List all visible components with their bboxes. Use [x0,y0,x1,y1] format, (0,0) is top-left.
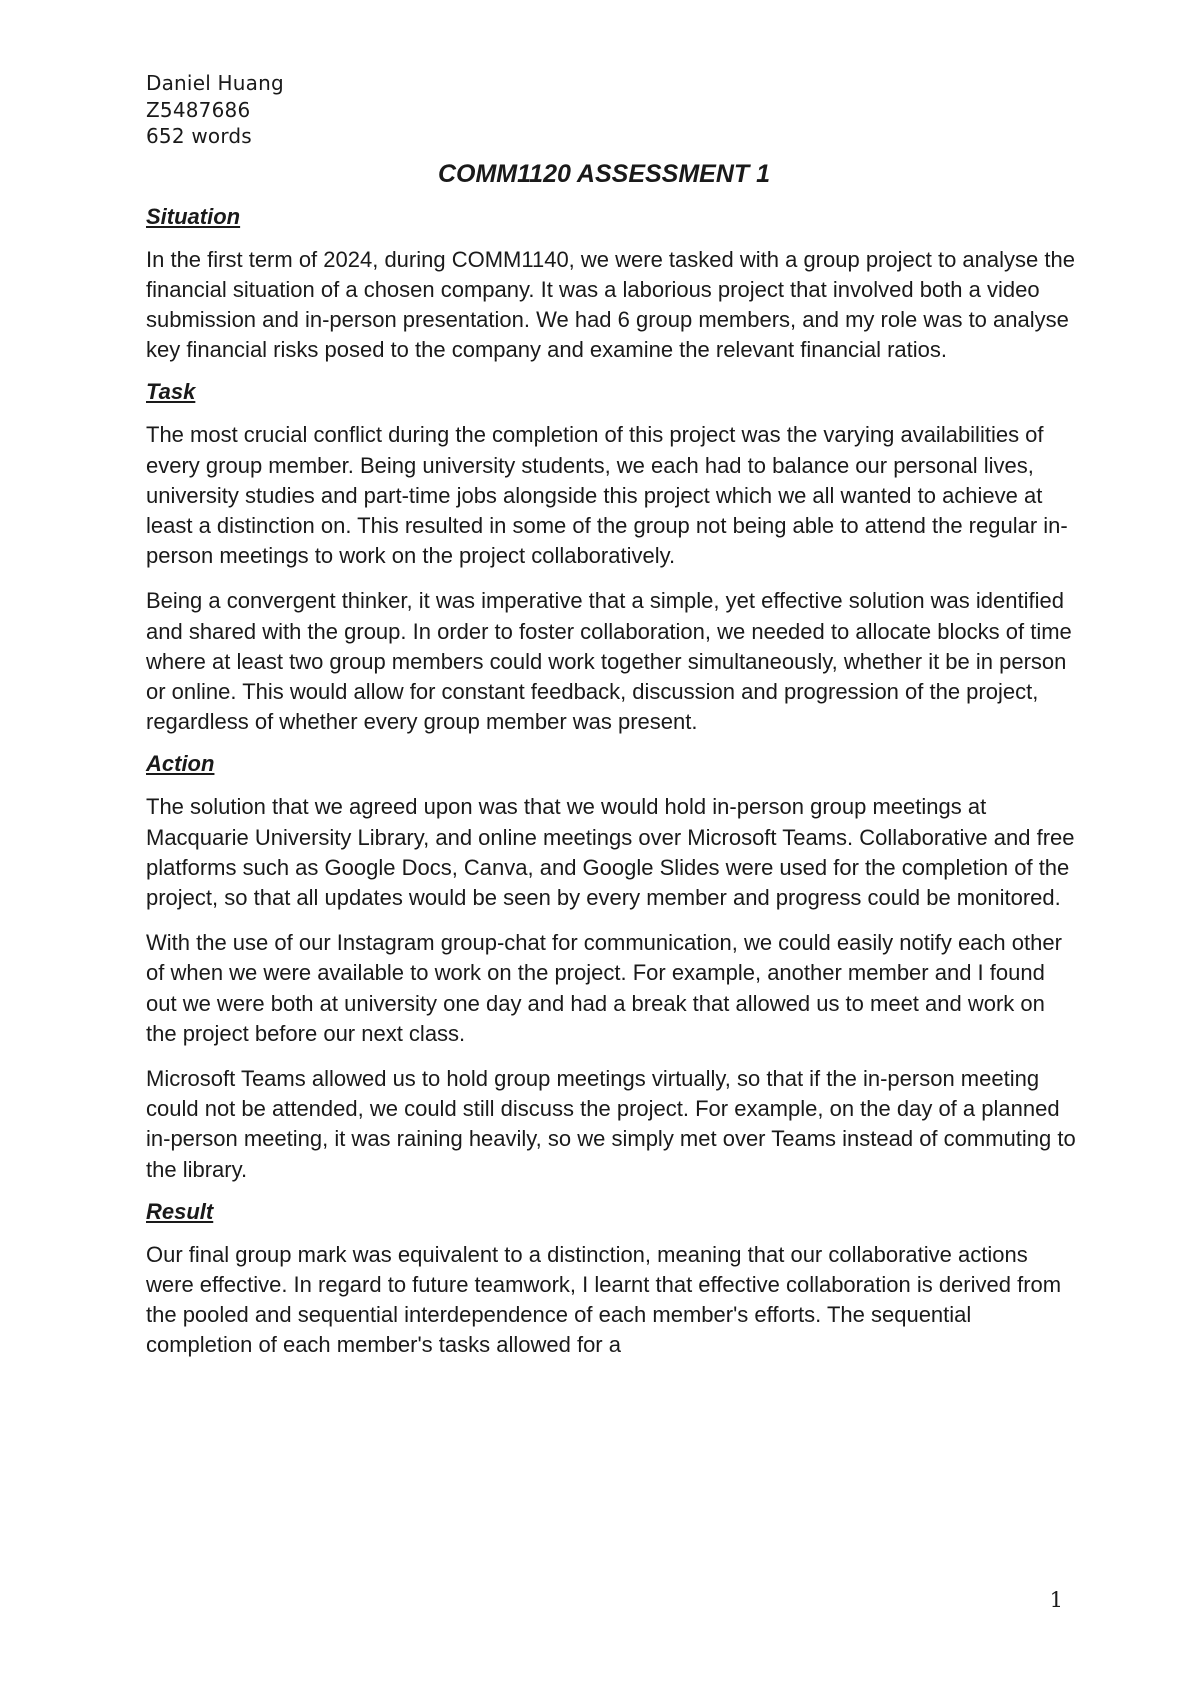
heading-result: Result [146,1198,214,1224]
task-paragraph-1: The most crucial conflict during the completion of this project was the varying availabilities of every group member. Being university students, we each had to balance our personal lives, university studies and part-time jobs alongside this project which we all wanted to achieve at least a distinction on. This resulted in some of the group not being able to attend the regular in-person meetings to work on the project collaboratively. [146,422,1068,569]
action-paragraph-1: The solution that we agreed upon was that we would hold in-person group meetings at Macquarie University Library, and online meetings over Microsoft Teams. Collaborative and free platforms such as Google Docs, Canva, and Google Slides were used for the completion of the project, so that all updates would be seen by every member and progress could be monitored. [146,794,1075,910]
document-body [146,70,1076,1361]
heading-situation: Situation [146,203,241,229]
page-number: 1 [1049,1588,1063,1612]
author-name: Daniel Huang [146,71,284,95]
student-id: Z5487686 [146,97,251,122]
task-paragraph-2: Being a convergent thinker, it was imperative that a simple, yet effective solution was identified and shared with the group. In order to foster collaboration, we needed to allocate blocks of time where at least two group members could work together simultaneously, whether it be in person or online. This would allow for constant feedback, discussion and progression of the project, regardless of whether every group member was present. [146,588,1072,735]
result-paragraph-1: Our final group mark was equivalent to a distinction, meaning that our collaborative actions were effective. In regard to future teamwork, I learnt that effective collaboration is derived from the pooled and sequential interdependence of each member's efforts. The sequential completion of each member's tasks allowed for a [146,1241,1062,1358]
heading-action: Action [146,751,215,777]
word-count: 652 words [146,124,252,148]
document-title: COMM1120 ASSESSMENT 1 [437,159,771,188]
action-paragraph-2: With the use of our Instagram group-chat for communication, we could easily notify each other of when we were available to work on the project. For example, another member and I found out we were both at university one day and had a break that allowed us to meet and work on the project before our next class. [146,930,1062,1046]
situation-paragraph-1: In the first term of 2024, during COMM1140, we were tasked with a group project to analyse the financial situation of a chosen company. It was a laborious project that involved both a video submission and in-person presentation. We had 6 group members, and my role was to analyse key financial risks posed to the company and examine the relevant financial ratios. [146,246,1075,363]
heading-task: Task [146,379,196,405]
action-paragraph-3: Microsoft Teams allowed us to hold group meetings virtually, so that if the in-person meeting could not be attended, we could still discuss the project. For example, on the day of a planned in-person meeting, it was raining heavily, so we simply met over Teams instead of commuting to the library. [146,1065,1076,1182]
